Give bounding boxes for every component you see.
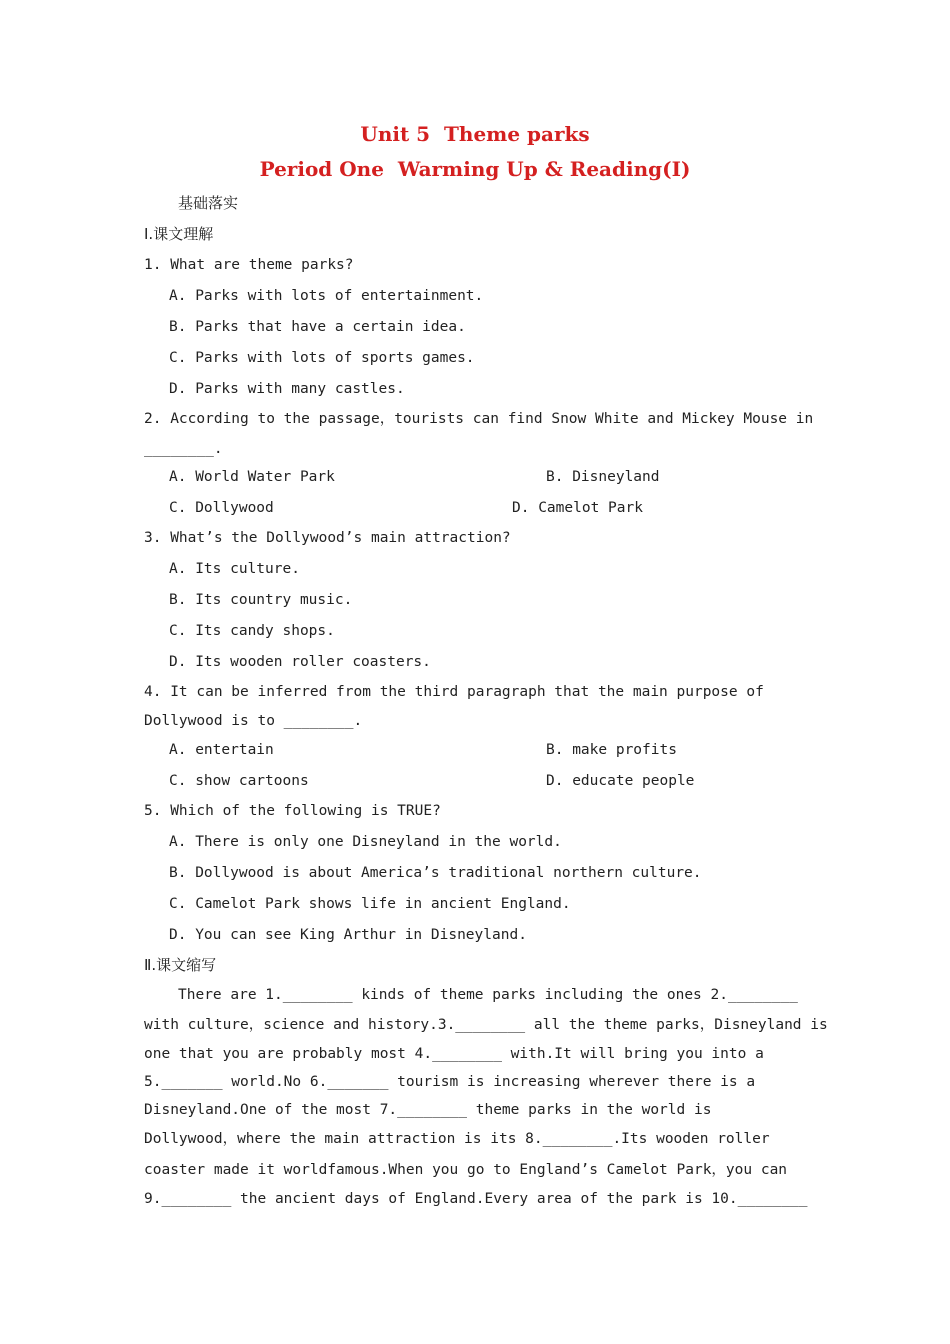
question-1-option-d: D. Parks with many castles. [169,381,405,397]
summary-line-6: Dollywood，where the main attraction is its 8.________.Its wooden roller [144,1131,770,1147]
section-heading: 基础落实 [178,194,239,212]
summary-line-2: with culture，science and history.3.________ all the theme parks，Disneyland is [144,1017,828,1033]
summary-line-3: one that you are probably most 4.________ with.It will bring you into a [144,1046,764,1062]
question-2-option-b: B. Disneyland [546,469,660,485]
question-5-option-c: C. Camelot Park shows life in ancient England. [169,896,571,912]
question-1-stem: 1. What are theme parks? [144,257,354,273]
question-2-option-c: C. Dollywood [169,500,274,516]
question-2-stem-cont: ________. [144,441,223,457]
question-4-option-d: D. educate people [546,773,695,789]
question-5-option-d: D. You can see King Arthur in Disneyland. [169,927,527,943]
summary-line-5: Disneyland.One of the most 7.________ theme parks in the world is [144,1102,712,1118]
question-4-option-b: B. make profits [546,742,677,758]
question-5-stem: 5. Which of the following is TRUE? [144,803,441,819]
summary-line-4: 5._______ world.No 6._______ tourism is increasing wherever there is a [144,1074,756,1090]
question-3-option-a: A. Its culture. [169,561,300,577]
question-4-option-c: C. show cartoons [169,773,309,789]
question-5-option-b: B. Dollywood is about America’s traditional northern culture. [169,865,702,881]
question-3-option-d: D. Its wooden roller coasters. [169,654,431,670]
question-4-stem-cont: Dollywood is to ________. [144,713,363,729]
question-2-option-a: A. World Water Park [169,469,335,485]
question-3-stem: 3. What’s the Dollywood’s main attraction? [144,530,511,546]
question-3-option-c: C. Its candy shops. [169,623,335,639]
section-1-label: Ⅰ.课文理解 [144,225,214,243]
question-1-option-a: A. Parks with lots of entertainment. [169,288,484,304]
question-5-option-a: A. There is only one Disneyland in the world. [169,834,562,850]
summary-line-8: 9.________ the ancient days of England.Every area of the park is 10.________ [144,1191,808,1207]
summary-line-7: coaster made it worldfamous.When you go to England’s Camelot Park，you can [144,1162,788,1178]
section-2-label: Ⅱ.课文缩写 [144,956,217,974]
period-title: Period One Warming Up & Reading(Ⅰ) [259,157,691,181]
question-1-option-c: C. Parks with lots of sports games. [169,350,475,366]
question-1-option-b: B. Parks that have a certain idea. [169,319,466,335]
question-2-option-d: D. Camelot Park [512,500,643,516]
unit-title: Unit 5 Theme parks [360,122,590,146]
question-2-stem: 2. According to the passage，tourists can find Snow White and Mickey Mouse in [144,411,814,427]
question-3-option-b: B. Its country music. [169,592,353,608]
question-4-option-a: A. entertain [169,742,274,758]
summary-line-1: There are 1.________ kinds of theme parks including the ones 2.________ [178,987,798,1003]
question-4-stem: 4. It can be inferred from the third paragraph that the main purpose of [144,684,764,700]
